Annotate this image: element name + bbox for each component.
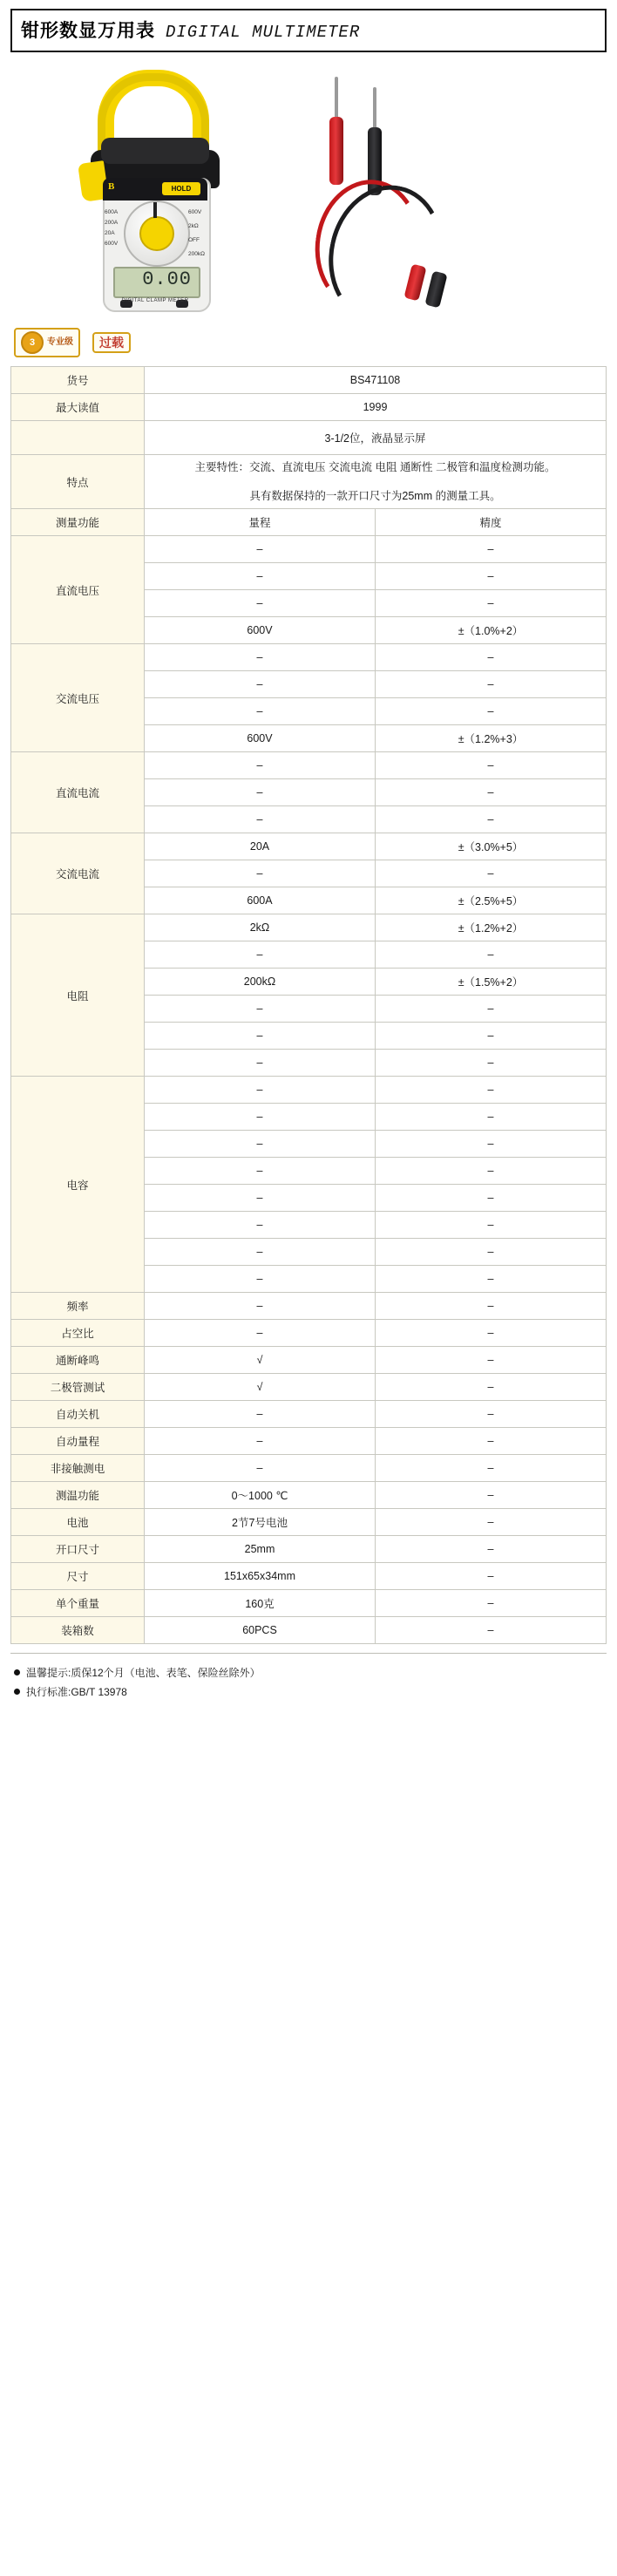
table-row <box>11 1536 607 1563</box>
dial-label-7: 200kΩ <box>188 251 205 257</box>
note-standard: 执行标准:GB/T 13978 <box>26 1686 127 1699</box>
table-row <box>11 367 607 394</box>
cell-accuracy: – <box>376 1509 607 1536</box>
cell-accuracy: – <box>376 1185 607 1212</box>
table-row <box>11 914 607 941</box>
cell-range: – <box>145 752 376 779</box>
rotary-dial-knob <box>139 216 174 251</box>
cell-range: 60PCS <box>145 1617 376 1644</box>
note-warranty: 温馨提示:质保12个月（电池、表笔、保险丝除外） <box>26 1667 261 1680</box>
cell-accuracy: – <box>376 1482 607 1509</box>
row-label-max-reading: 最大读值 <box>11 394 145 421</box>
cell-range: – <box>145 779 376 806</box>
lcd-reading: 0.00 <box>142 268 192 290</box>
cell-accuracy: – <box>376 1212 607 1239</box>
bullet-icon <box>14 1669 20 1675</box>
specification-table <box>10 366 607 1644</box>
clamp-jaw-base-inner <box>101 138 209 164</box>
cell-range: – <box>145 1077 376 1104</box>
row-label-3: 二极管测试 <box>11 1374 145 1401</box>
dial-label-4: 600V <box>188 209 202 215</box>
note-item <box>14 1684 607 1699</box>
cell-range: – <box>145 1131 376 1158</box>
row-value-article-no: BS471108 <box>145 367 607 394</box>
cell-range: – <box>145 1158 376 1185</box>
cell-accuracy: – <box>376 996 607 1023</box>
cell-range: 0～1000 ℃ <box>145 1482 376 1509</box>
cell-accuracy: – <box>376 536 607 563</box>
table-row <box>11 1401 607 1428</box>
group-label-4: 电阻 <box>11 914 145 1077</box>
simple-spec-rows <box>11 1293 607 1644</box>
cell-accuracy: – <box>376 1077 607 1104</box>
brand-mark: B <box>108 181 115 192</box>
row-label-display-blank <box>11 421 145 455</box>
cell-accuracy: ±（1.2%+3） <box>376 725 607 752</box>
row-value-max-reading: 1999 <box>145 394 607 421</box>
table-row <box>11 752 607 779</box>
cell-accuracy: – <box>376 1104 607 1131</box>
cell-accuracy: – <box>376 1347 607 1374</box>
cell-accuracy: ±（2.5%+5） <box>376 887 607 914</box>
cell-range: – <box>145 1239 376 1266</box>
cell-range: – <box>145 671 376 698</box>
row-label-6: 非接触测电 <box>11 1455 145 1482</box>
cell-range: – <box>145 1428 376 1455</box>
cell-range: – <box>145 1401 376 1428</box>
cell-accuracy: ±（3.0%+5） <box>376 833 607 860</box>
cell-range: – <box>145 698 376 725</box>
table-row <box>11 1374 607 1401</box>
table-row <box>11 1482 607 1509</box>
table-row <box>11 833 607 860</box>
cell-range: – <box>145 1050 376 1077</box>
table-row <box>11 394 607 421</box>
table-row <box>11 1428 607 1455</box>
table-row <box>11 1320 607 1347</box>
cell-range: – <box>145 1212 376 1239</box>
table-row <box>11 1590 607 1617</box>
row-label-features: 特点 <box>11 455 145 509</box>
row-label-2: 通断峰鸣 <box>11 1347 145 1374</box>
bullet-icon <box>14 1689 20 1695</box>
cell-accuracy: – <box>376 1563 607 1590</box>
measurement-groups <box>11 536 607 1293</box>
cell-accuracy: – <box>376 1050 607 1077</box>
cell-accuracy: – <box>376 563 607 590</box>
cell-accuracy: – <box>376 1401 607 1428</box>
cell-accuracy: – <box>376 1617 607 1644</box>
cell-range: 2kΩ <box>145 914 376 941</box>
table-header-row <box>11 509 607 536</box>
cell-accuracy: ±（1.2%+2） <box>376 914 607 941</box>
row-label-10: 尺寸 <box>11 1563 145 1590</box>
table-row <box>11 644 607 671</box>
row-label-11: 单个重量 <box>11 1590 145 1617</box>
cell-accuracy: – <box>376 590 607 617</box>
test-probes-illustration <box>298 77 551 312</box>
row-value-display: 3-1/2位，液晶显示屏 <box>145 421 607 455</box>
cell-accuracy: – <box>376 806 607 833</box>
cell-accuracy: – <box>376 752 607 779</box>
page-title-en: DIGITAL MULTIMETER <box>166 23 361 42</box>
cell-range: 20A <box>145 833 376 860</box>
cell-accuracy: – <box>376 1239 607 1266</box>
row-label-0: 频率 <box>11 1293 145 1320</box>
cell-accuracy: ±（1.0%+2） <box>376 617 607 644</box>
cell-range: 200kΩ <box>145 969 376 996</box>
cell-accuracy: – <box>376 1293 607 1320</box>
cell-range: – <box>145 1266 376 1293</box>
group-label-2: 直流电流 <box>11 752 145 833</box>
probe-tip-black <box>373 87 376 129</box>
cell-accuracy: – <box>376 1428 607 1455</box>
cell-accuracy: ±（1.5%+2） <box>376 969 607 996</box>
table-row-features <box>11 455 607 509</box>
group-label-0: 直流电压 <box>11 536 145 644</box>
page-header <box>10 9 607 52</box>
table-row <box>11 1293 607 1320</box>
feature-paragraph-1: 主要特性：交流、直流电压 交流电流 电阻 通断性 二极管和温度检测功能。 <box>194 461 556 473</box>
feature-paragraph-2: 具有数据保持的一款开口尺寸为25mm 的测量工具。 <box>249 489 501 502</box>
cell-range: – <box>145 1293 376 1320</box>
cell-accuracy: – <box>376 671 607 698</box>
cell-range: – <box>145 1104 376 1131</box>
cell-accuracy: – <box>376 1455 607 1482</box>
probe-tip-red <box>335 77 338 119</box>
row-value-features <box>145 455 607 509</box>
cell-accuracy: – <box>376 860 607 887</box>
meter-footer-caption: DIGITAL CLAMP METER <box>121 298 189 303</box>
badge-circle-icon: 3 <box>21 331 44 354</box>
row-label-5: 自动量程 <box>11 1428 145 1455</box>
quality-badges <box>14 328 607 357</box>
cell-range: – <box>145 996 376 1023</box>
table-row <box>11 1347 607 1374</box>
clamp-meter-illustration <box>78 70 240 309</box>
cell-accuracy: – <box>376 941 607 969</box>
table-row <box>11 421 607 455</box>
cell-range: 600A <box>145 887 376 914</box>
cell-range: 600V <box>145 617 376 644</box>
cell-accuracy: – <box>376 1158 607 1185</box>
badge-professional <box>14 328 80 357</box>
cell-range: – <box>145 806 376 833</box>
cell-range: – <box>145 1320 376 1347</box>
table-row <box>11 1509 607 1536</box>
dial-label-1: 200A <box>105 220 119 226</box>
footer-notes <box>10 1653 607 1699</box>
cell-accuracy: – <box>376 1536 607 1563</box>
group-label-3: 交流电流 <box>11 833 145 914</box>
dial-label-0: 600A <box>105 209 119 215</box>
column-header-function: 测量功能 <box>11 509 145 536</box>
cell-accuracy: – <box>376 1266 607 1293</box>
cell-range: 160克 <box>145 1590 376 1617</box>
cell-range: 25mm <box>145 1536 376 1563</box>
badge-professional-label: 专业级 <box>47 337 73 348</box>
cell-accuracy: – <box>376 1320 607 1347</box>
cell-accuracy: – <box>376 644 607 671</box>
table-row <box>11 1455 607 1482</box>
cell-range: 151x65x34mm <box>145 1563 376 1590</box>
cell-accuracy: – <box>376 698 607 725</box>
note-item <box>14 1665 607 1680</box>
row-label-1: 占空比 <box>11 1320 145 1347</box>
group-label-1: 交流电压 <box>11 644 145 752</box>
cell-range: – <box>145 1185 376 1212</box>
dial-label-2: 20A <box>105 230 115 236</box>
column-header-range: 量程 <box>145 509 376 536</box>
cell-range: – <box>145 860 376 887</box>
cell-range: – <box>145 1023 376 1050</box>
product-photo <box>10 61 607 323</box>
row-label-9: 开口尺寸 <box>11 1536 145 1563</box>
row-label-4: 自动关机 <box>11 1401 145 1428</box>
badge-overload-label: 过载 <box>99 335 124 350</box>
cell-accuracy: – <box>376 1131 607 1158</box>
dial-label-5: 2kΩ <box>188 223 199 229</box>
cell-range: – <box>145 590 376 617</box>
cell-accuracy: – <box>376 779 607 806</box>
cell-accuracy: – <box>376 1374 607 1401</box>
dial-label-3: 600V <box>105 241 119 247</box>
row-label-article-no: 货号 <box>11 367 145 394</box>
row-label-7: 测温功能 <box>11 1482 145 1509</box>
cell-range: √ <box>145 1347 376 1374</box>
cell-range: 600V <box>145 725 376 752</box>
group-label-5: 电容 <box>11 1077 145 1293</box>
probe-handle-red <box>329 117 343 185</box>
cell-range: – <box>145 536 376 563</box>
cell-range: – <box>145 941 376 969</box>
cell-range: – <box>145 644 376 671</box>
dial-pointer-icon <box>153 202 157 218</box>
row-label-12: 装箱数 <box>11 1617 145 1644</box>
table-row <box>11 1077 607 1104</box>
cell-accuracy: – <box>376 1023 607 1050</box>
cell-range: √ <box>145 1374 376 1401</box>
page-title-cn: 钳形数显万用表 <box>21 21 155 41</box>
cell-range: 2节7号电池 <box>145 1509 376 1536</box>
table-row <box>11 1617 607 1644</box>
cell-range: – <box>145 563 376 590</box>
cell-range: – <box>145 1455 376 1482</box>
badge-overload <box>92 332 131 353</box>
table-row <box>11 536 607 563</box>
cell-accuracy: – <box>376 1590 607 1617</box>
column-header-accuracy: 精度 <box>376 509 607 536</box>
table-row <box>11 1563 607 1590</box>
dial-label-6: OFF <box>188 237 200 243</box>
hold-button: HOLD <box>162 182 200 195</box>
row-label-8: 电池 <box>11 1509 145 1536</box>
